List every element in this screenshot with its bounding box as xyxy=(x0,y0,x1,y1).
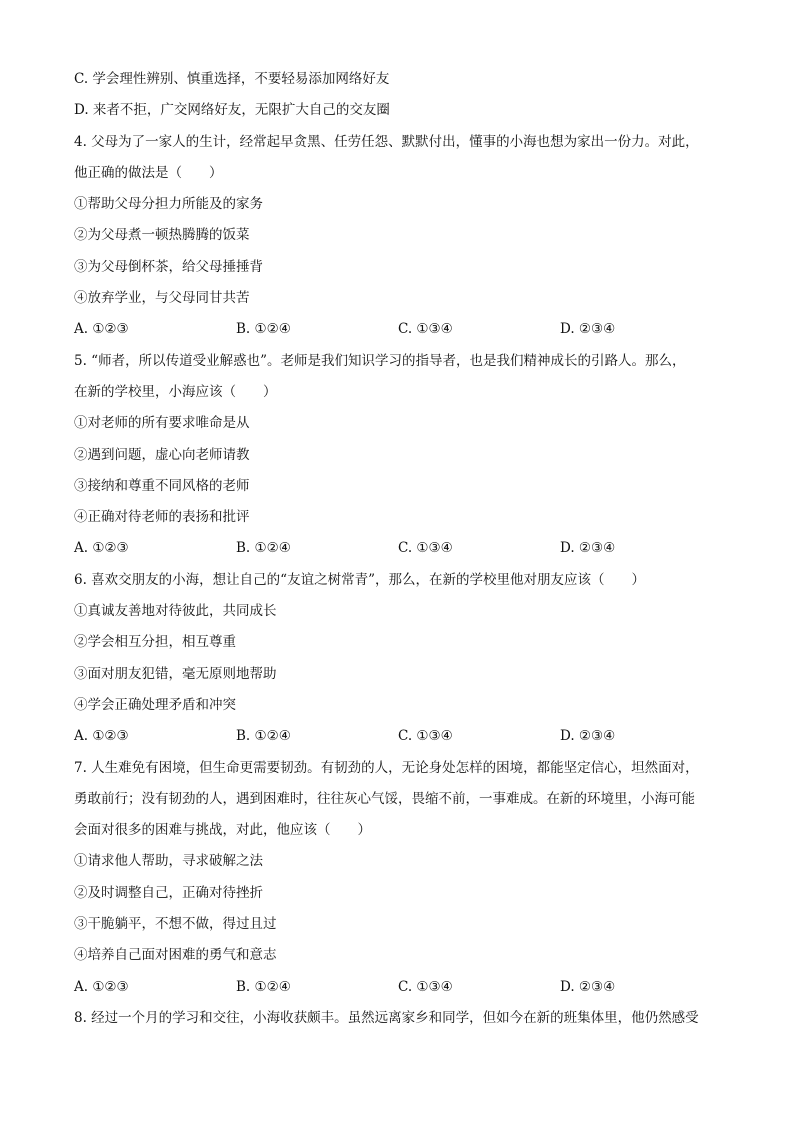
text-line: 7. 人生难免有困境，但生命更需要韧劲。有韧劲的人，无论身处怎样的困境，都能坚定信心，坦然面对， xyxy=(74,759,699,776)
text-line: ①帮助父母分担力所能及的家务 xyxy=(74,196,263,213)
answer-option: C. ①③④ xyxy=(398,321,453,338)
text-line: ③干脆躺平，不想不做，得过且过 xyxy=(74,916,277,933)
answer-option: B. ①②④ xyxy=(236,540,291,557)
text-line: ④放弃学业，与父母同甘共苦 xyxy=(74,290,250,307)
text-line: 5. “师者，所以传道受业解惑也”。老师是我们知识学习的指导者，也是我们精神成长的引路人。那么， xyxy=(74,352,686,369)
answer-options xyxy=(74,314,724,345)
text-line: ④正确对待老师的表扬和批评 xyxy=(74,509,250,526)
text-line: C. 学会理性辨别、慎重选择，不要轻易添加网络好友 xyxy=(74,71,390,87)
text-line: 6. 喜欢交朋友的小海，想让自己的“友谊之树常青”，那么，在新的学校里他对朋友应该（ ） xyxy=(74,571,645,588)
text-line: ①真诚友善地对待彼此，共同成长 xyxy=(74,603,277,620)
text-line: 4. 父母为了一家人的生计，经常起早贪黑、任劳任怨、默默付出，懂事的小海也想为家出一份力。对此， xyxy=(74,133,699,150)
text-line: ①对老师的所有要求唯命是从 xyxy=(74,415,250,432)
answer-option: C. ①③④ xyxy=(398,728,453,745)
text-line: 他正确的做法是（ ） xyxy=(74,164,223,181)
text-line: ②学会相互分担，相互尊重 xyxy=(74,634,236,651)
text-line: D. 来者不拒，广交网络好友，无限扩大自己的交友圈 xyxy=(74,102,390,119)
text-line: ③为父母倒杯茶，给父母捶捶背 xyxy=(74,258,263,275)
text-line: ②及时调整自己，正确对待挫折 xyxy=(74,884,263,901)
text-line: ④培养自己面对困难的勇气和意志 xyxy=(74,947,277,964)
answer-option: D. ②③④ xyxy=(560,321,616,338)
answer-option: D. ②③④ xyxy=(560,978,616,995)
text-line: 在新的学校里，小海应该（ ） xyxy=(74,383,277,400)
text-line: ①请求他人帮助，寻求破解之法 xyxy=(74,853,263,870)
answer-option: B. ①②④ xyxy=(236,728,291,745)
answer-option: C. ①③④ xyxy=(398,978,453,995)
answer-option: C. ①③④ xyxy=(398,540,453,557)
answer-option: D. ②③④ xyxy=(560,728,616,745)
answer-option: D. ②③④ xyxy=(560,540,616,557)
answer-option: B. ①②④ xyxy=(236,321,291,338)
answer-option: A. ①②③ xyxy=(74,728,129,745)
text-line: 8. 经过一个月的学习和交往，小海收获颇丰。虽然远离家乡和同学，但如今在新的班集体里，他仍然感受 xyxy=(74,1009,699,1026)
text-line: ④学会正确处理矛盾和冲突 xyxy=(74,696,236,713)
answer-option: B. ①②④ xyxy=(236,978,291,995)
text-line: 勇敢前行；没有韧劲的人，遇到困难时，往往灰心气馁，畏缩不前，一事难成。在新的环境里，小海可能 xyxy=(74,790,695,807)
text-line: 会面对很多的困难与挑战，对此，他应该（ ） xyxy=(74,822,371,839)
answer-option: A. ①②③ xyxy=(74,540,129,557)
answer-options xyxy=(74,972,724,1003)
answer-options xyxy=(74,721,724,752)
text-line: ②遇到问题，虚心向老师请教 xyxy=(74,446,250,463)
question-content xyxy=(74,64,724,1034)
text-line: ③接纳和尊重不同风格的老师 xyxy=(74,477,250,494)
answer-options xyxy=(74,533,724,564)
text-line: ③面对朋友犯错，毫无原则地帮助 xyxy=(74,665,277,682)
text-line: ②为父母煮一顿热腾腾的饭菜 xyxy=(74,227,250,244)
answer-option: A. ①②③ xyxy=(74,978,129,995)
answer-option: A. ①②③ xyxy=(74,321,129,338)
